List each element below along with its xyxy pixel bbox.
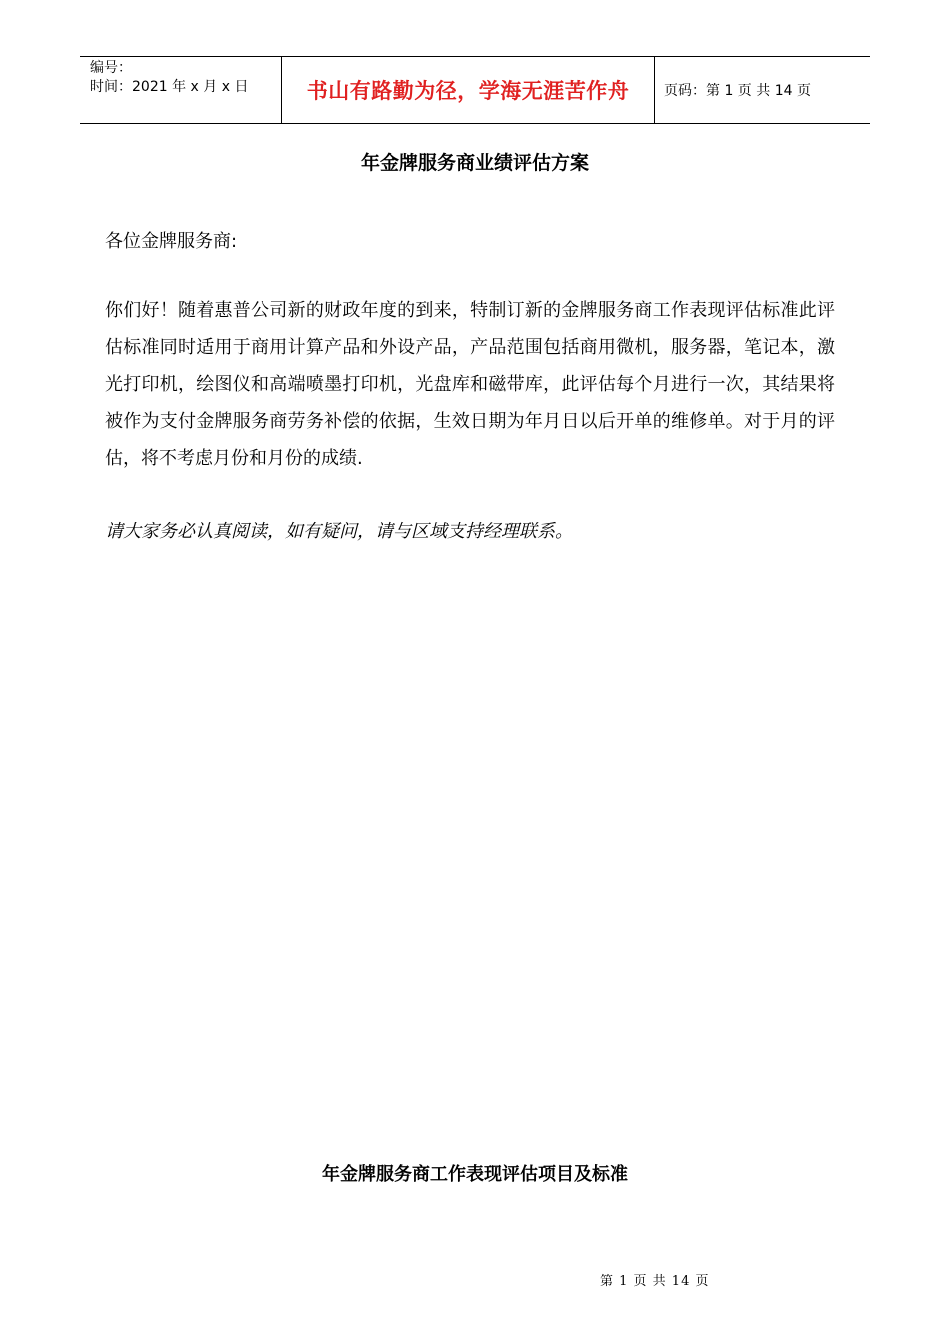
- salutation: 各位金牌服务商:: [105, 231, 238, 252]
- header-meta: [80, 57, 281, 123]
- document-title: 年金牌服务商业绩评估方案: [360, 152, 589, 174]
- header-page-info: 页码：第 1 页 共 14 页: [664, 83, 811, 99]
- page-footer: 第 1 页 共 14 页: [600, 1274, 710, 1289]
- page-header: [80, 56, 870, 124]
- serial-number-label: 编号：: [90, 60, 132, 76]
- section-title: 年金牌服务商工作表现评估项目及标准: [322, 1164, 628, 1185]
- date-label: 时间：2021 年 x 月 x 日: [90, 79, 249, 95]
- notice-text: 请大家务必认真阅读，如有疑问，请与区域支持经理联系。: [105, 521, 573, 542]
- header-motto: 书山有路勤为径，学海无涯苦作舟: [281, 57, 655, 123]
- body-paragraph: 你们好！随着惠普公司新的财政年度的到来，特制订新的金牌服务商工作表现评估标准此评估标准同时适用于商用计算产品和外设产品，产品范围包括商用微机，服务器，笔记本，激光打印机，绘图仪和高端喷墨打印机，光盘库和磁带库，此评估每个月进行一次，其结果将被作为支付金牌服务商劳务补偿的依据，生效日期为年月日以后开单的维修单。对于月的评估，将不考虑月份和月份的成绩.: [105, 300, 835, 469]
